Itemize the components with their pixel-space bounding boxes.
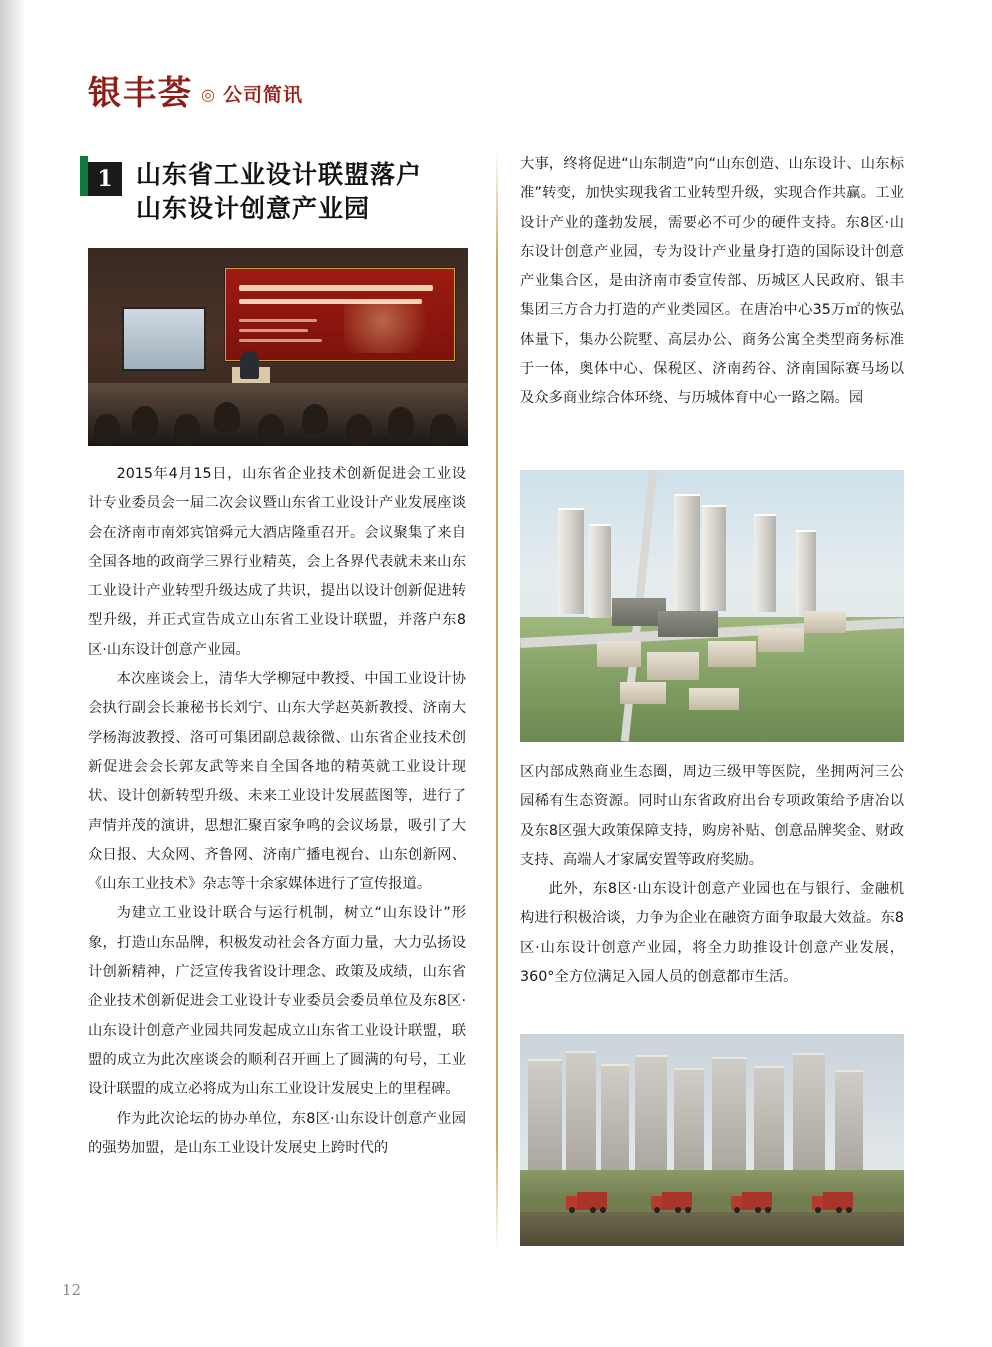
- construction-site-photo: [520, 1034, 904, 1246]
- paragraph: 此外，东8区·山东设计创意产业园也在与银行、金融机构进行积极洽谈，力争为企业在融资方面争取最大效益。东8区·山东设计创意产业园，将全力助推设计创意产业发展，360°全方位满足入园人员的创意都市生活。: [520, 881, 904, 986]
- site-building: [712, 1057, 746, 1176]
- site-building: [835, 1070, 863, 1176]
- section-label: 公司简讯: [222, 85, 303, 106]
- article-number-badge: 1: [88, 162, 122, 196]
- page-title: [136, 158, 422, 226]
- page-edge-shadow: [0, 0, 26, 1347]
- article-title-line-1: 山东省工业设计联盟落户: [136, 160, 423, 189]
- banner-detail-line-1: [239, 319, 317, 322]
- brand-mark-icon: ◎: [201, 87, 215, 104]
- site-dirt-mound: [520, 1212, 904, 1246]
- render-tower: [558, 508, 584, 614]
- render-block: [647, 652, 699, 680]
- paragraph: 本次座谈会上，清华大学柳冠中教授、中国工业设计协会执行副会长兼秘书长刘宁、山东大学赵英新教授、济南大学杨海波教授、洛可可集团副总裁徐微、山东省企业技术创新促进会会长郭友武等来自全国各地的精英就工业设计现状、设计创新转型升级、未来工业设计发展蓝图等，进行了声情并茂的演讲，思想汇聚百家争鸣的会议场景，吸引了大众日报、大众网、齐鲁网、济南广播电视台、山东创新网、《山东工业技术》杂志等十余家媒体进行了宣传报道。: [88, 671, 466, 893]
- speaker-figure: [240, 351, 259, 379]
- conference-photo: [88, 248, 468, 446]
- article-title-line-2: 山东设计创意产业园: [136, 193, 371, 223]
- render-tower: [754, 514, 776, 612]
- article-header: [88, 158, 478, 226]
- masthead: [88, 73, 303, 112]
- render-block: [758, 628, 804, 652]
- banner-detail-line-2: [239, 329, 307, 332]
- paragraph: 区内部成熟商业生态圈，周边三级甲等医院，坐拥两河三公园稀有生态资源。同时山东省政府出台专项政策给予唐冶以及东8区强大政策保障支持，购房补贴、创意品牌奖金、财政支持、高端人才家属安置等政府奖励。: [520, 764, 904, 868]
- aerial-render-photo: [520, 470, 904, 742]
- site-building: [635, 1055, 667, 1176]
- event-banner: [225, 268, 455, 361]
- projection-screen: [122, 307, 206, 370]
- right-column-middle-text: [520, 758, 904, 992]
- render-block: [689, 688, 739, 710]
- render-tower: [796, 530, 816, 616]
- render-block: [804, 611, 846, 633]
- banner-globe-graphic: [344, 300, 440, 353]
- render-tower: [589, 524, 611, 618]
- render-block: [620, 682, 666, 704]
- site-building: [566, 1051, 596, 1176]
- site-building: [754, 1066, 784, 1176]
- site-building: [601, 1064, 629, 1176]
- page-number: 12: [62, 1281, 82, 1299]
- right-column-top-text: [520, 150, 904, 414]
- paragraph: 2015年4月15日，山东省企业技术创新促进会工业设计专业委员会一届二次会议暨山东省工业设计产业发展座谈会在济南市南郊宾馆舜元大酒店隆重召开。会议聚集了来自全国各地的政商学三界行业精英，会上各界代表就未来山东工业设计产业转型升级达成了共识，提出以设计创新促进转型升级，并正式宣告成立山东省工业设计联盟，并落户东8区·山东设计创意产业园。: [88, 466, 466, 658]
- site-building: [674, 1068, 704, 1176]
- brand-logo-text: 银丰荟: [88, 73, 193, 112]
- paragraph: 为建立工业设计联合与运行机制，树立“山东设计”形象，打造山东品牌，积极发动社会各方面力量，大力弘扬设计创新精神，广泛宣传我省设计理念、政策及成绩，山东省企业技术创新促进会工业设计专业委员会委员单位及东8区·山东设计创意产业园共同发起成立山东省工业设计联盟，联盟的成立为此次座谈会的顺利召开画上了圆满的句号，工业设计联盟的成立必将成为山东工业设计发展史上的里程碑。: [88, 905, 466, 1098]
- render-block: [708, 641, 756, 667]
- site-building: [528, 1059, 562, 1175]
- site-building: [793, 1053, 825, 1176]
- banner-title-line: [239, 285, 433, 291]
- column-divider: [496, 150, 498, 1250]
- audience-area: [88, 383, 468, 446]
- render-tower: [702, 505, 726, 611]
- paragraph: 大事，终将促进“山东制造”向“山东创造、山东设计、山东标准”转变，加快实现我省工业转型升级，实现合作共赢。工业设计产业的蓬勃发展，需要必不可少的硬件支持。东8区·山东设计创意产业园，专为设计产业量身打造的国际设计创意产业集合区，是由济南市委宣传部、历城区人民政府、银丰集团三方合力打造的产业类园区。在唐冶中心35万㎡的恢弘体量下，集办公院墅、高层办公、商务公寓全类型商务标准于一体，奥体中心、保税区、济南药谷、济南国际赛马场以及众多商业综合体环绕、与历城体育中心一路之隔。园: [520, 156, 904, 407]
- paragraph: 作为此次论坛的协办单位，东8区·山东设计创意产业园的强势加盟，是山东工业设计发展史上跨时代的: [88, 1110, 466, 1156]
- render-block: [658, 611, 718, 637]
- left-column-text: [88, 460, 466, 1163]
- banner-detail-line-3: [239, 339, 321, 342]
- banner-subtitle-line: [239, 299, 421, 304]
- render-tower: [674, 494, 700, 612]
- render-block: [597, 641, 641, 667]
